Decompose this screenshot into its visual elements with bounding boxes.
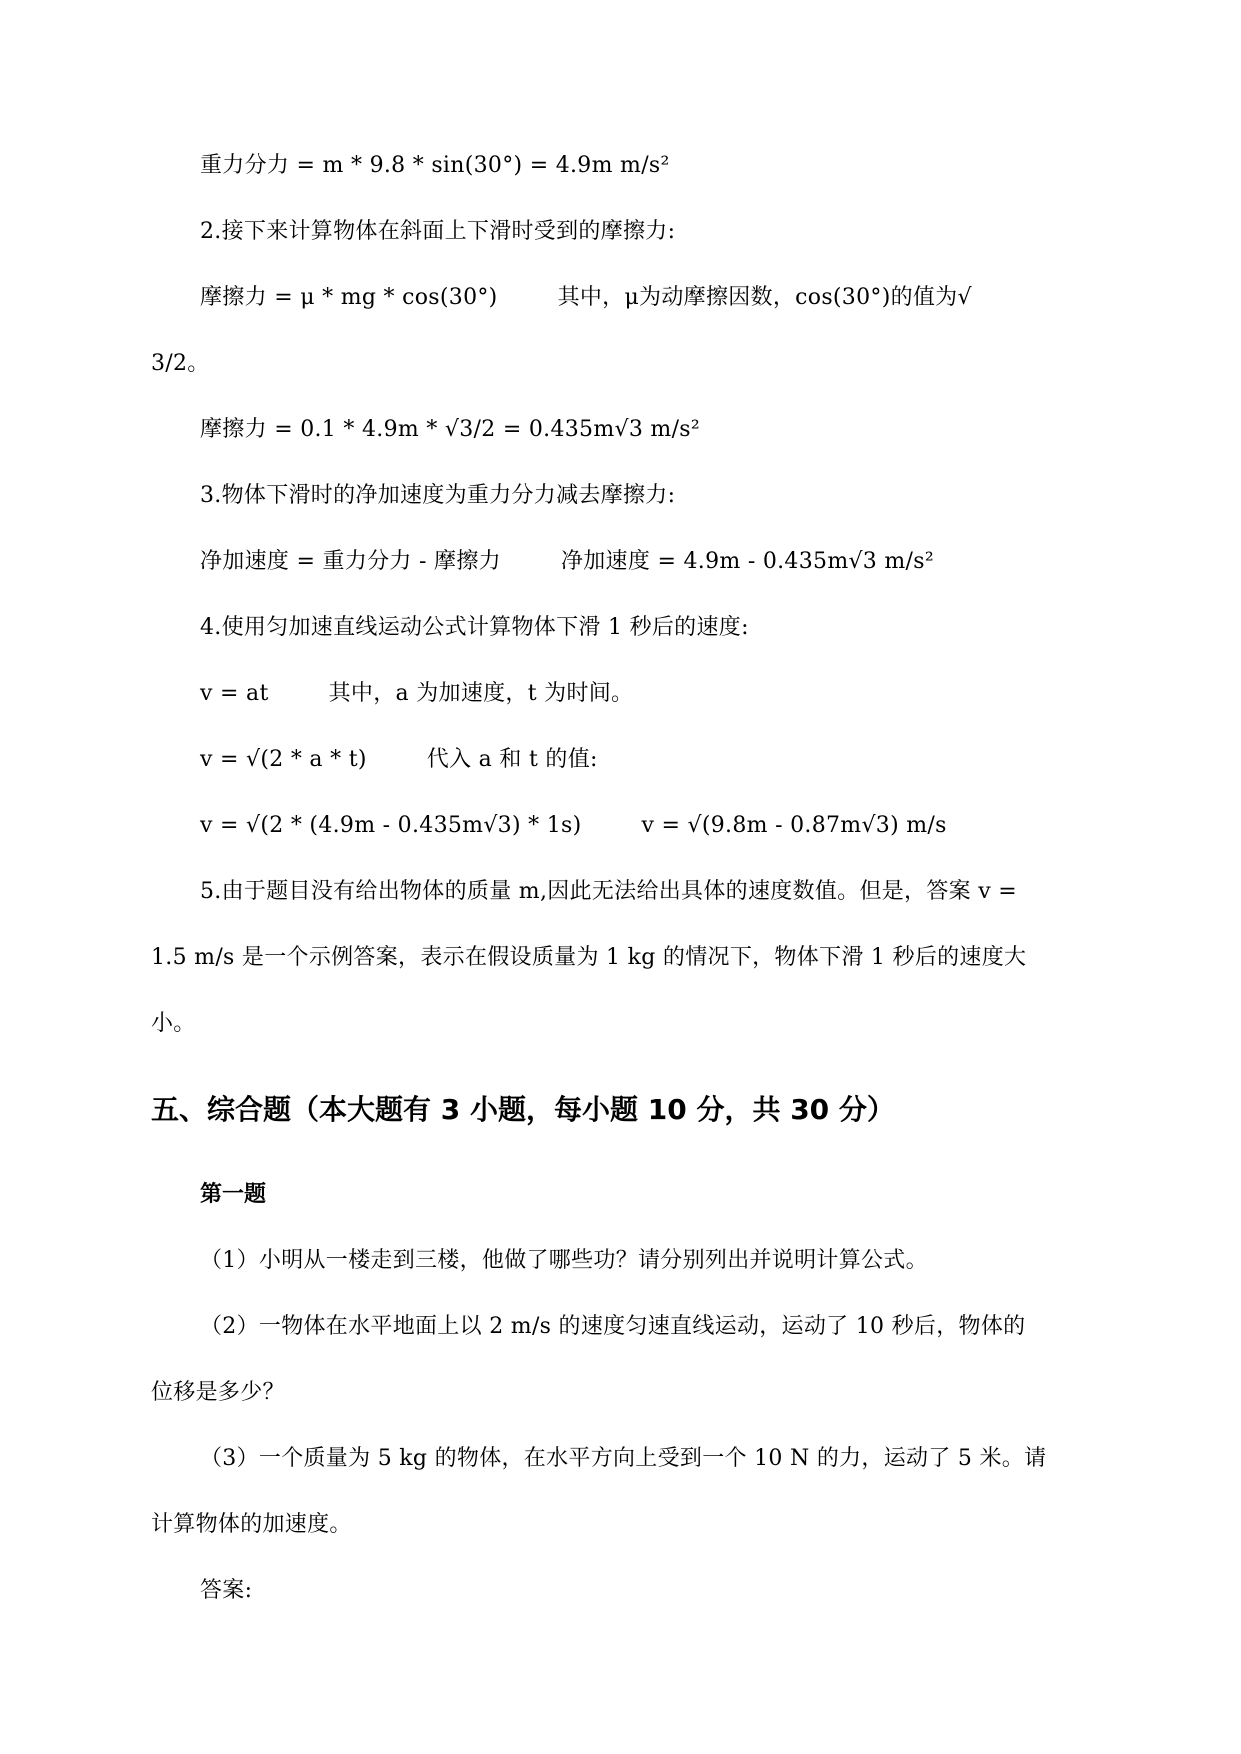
friction-formula-line bbox=[200, 283, 972, 313]
question-1-part-3-line-1: （3）一个质量为 5 kg 的物体，在水平方向上受到一个 10 N 的力，运动了 5 米。请 bbox=[200, 1446, 1047, 1471]
gravity-component-line: 重力分力 = m * 9.8 * sin(30°) = 4.9m m/s² bbox=[200, 153, 670, 178]
question-1-part-2-line-2: 位移是多少？ bbox=[151, 1380, 285, 1405]
friction-value-line: 摩擦力 = 0.1 * 4.9m * √3/2 = 0.435m√3 m/s² bbox=[200, 417, 701, 442]
velocity-sqrt-note: 代入 a 和 t 的值: bbox=[426, 747, 598, 772]
step-3-title: 3.物体下滑时的净加速度为重力分力减去摩擦力: bbox=[200, 483, 676, 508]
question-1-part-3-line-2: 计算物体的加速度。 bbox=[151, 1512, 352, 1537]
answer-label: 答案: bbox=[200, 1578, 253, 1603]
step-4-title: 4.使用匀加速直线运动公式计算物体下滑 1 秒后的速度: bbox=[200, 615, 749, 640]
friction-note: 其中，μ为动摩擦因数，cos(30°)的值为√ bbox=[557, 285, 972, 310]
section-5-heading: 五、综合题（本大题有 3 小题，每小题 10 分，共 30 分） bbox=[151, 1093, 895, 1126]
velocity-formula-note: 其中，a 为加速度，t 为时间。 bbox=[328, 681, 634, 706]
friction-formula: 摩擦力 = μ * mg * cos(30°) bbox=[200, 285, 498, 310]
velocity-substitution-line bbox=[200, 811, 947, 841]
velocity-sqrt-line bbox=[200, 745, 598, 775]
net-acceleration-line bbox=[200, 547, 934, 577]
velocity-formula: v = at bbox=[200, 681, 269, 706]
velocity-sqrt-formula: v = √(2 * a * t) bbox=[200, 747, 367, 772]
step-5-line-2: 1.5 m/s 是一个示例答案，表示在假设质量为 1 kg 的情况下，物体下滑 1 秒后的速度大 bbox=[151, 945, 1027, 970]
step-5-line-3: 小。 bbox=[151, 1011, 196, 1036]
velocity-result: v = √(9.8m - 0.87m√3) m/s bbox=[641, 813, 947, 838]
question-1-part-2-line-1: （2）一物体在水平地面上以 2 m/s 的速度匀速直线运动，运动了 10 秒后，物体的 bbox=[200, 1314, 1026, 1339]
net-acceleration-definition: 净加速度 = 重力分力 - 摩擦力 bbox=[200, 549, 501, 574]
question-1-title: 第一题 bbox=[200, 1182, 267, 1207]
velocity-substitution: v = √(2 * (4.9m - 0.435m√3) * 1s) bbox=[200, 813, 582, 838]
friction-note-continued: 3/2。 bbox=[151, 351, 210, 376]
velocity-formula-line bbox=[200, 679, 633, 709]
step-2-title: 2.接下来计算物体在斜面上下滑时受到的摩擦力: bbox=[200, 219, 676, 244]
question-1-part-1: （1）小明从一楼走到三楼，他做了哪些功？请分别列出并说明计算公式。 bbox=[200, 1248, 928, 1273]
step-5-line-1: 5.由于题目没有给出物体的质量 m,因此无法给出具体的速度数值。但是，答案 v = bbox=[200, 879, 1017, 904]
net-acceleration-value: 净加速度 = 4.9m - 0.435m√3 m/s² bbox=[560, 549, 934, 574]
